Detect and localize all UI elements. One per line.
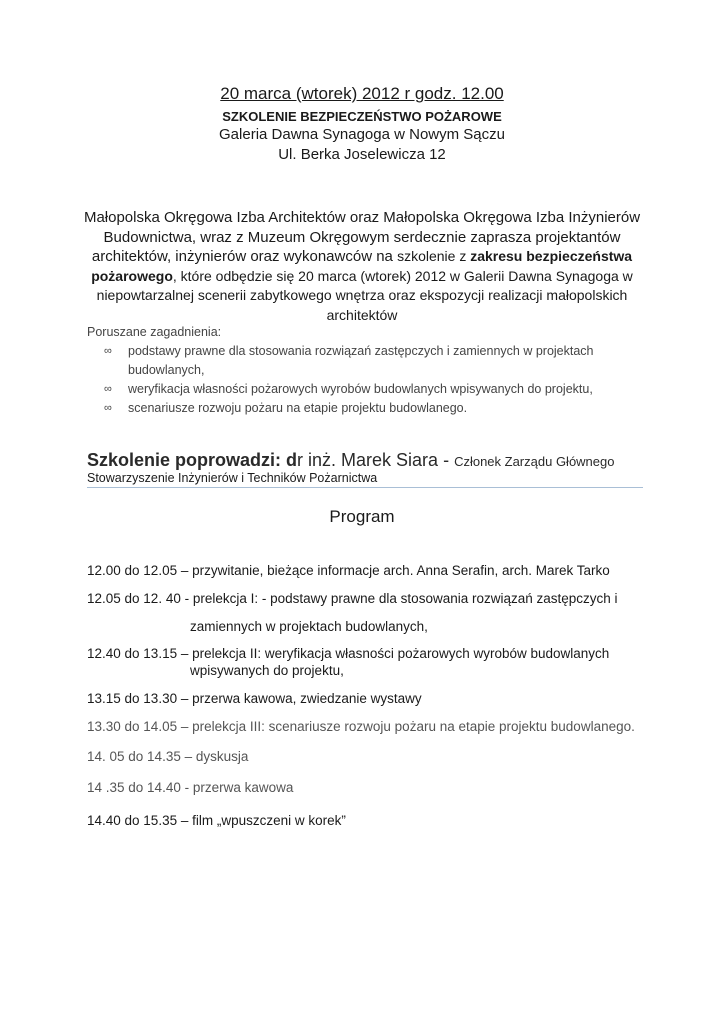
invitation-text: , które odbędzie się 20 marca (wtorek) 2012 w Galerii Dawna Synagoga w [172,267,633,284]
section-divider [87,487,643,488]
program-row-continuation: wpisywanych do projektu, [190,663,344,678]
list-item [104,399,624,418]
invitation-line [80,267,644,287]
invitation-emphasis: zakresu bezpieczeństwa [470,248,633,264]
event-date: 20 marca (wtorek) 2012 r godz. 12.00 [220,84,504,103]
event-title: SZKOLENIE BEZPIECZEŃSTWO POŻAROWE [222,109,502,124]
infinity-bullet-icon: ∞ [104,345,112,357]
invitation-line: niepowtarzalnej scenerii zabytkowego wnętrza oraz ekspozycji realizacji małopolskich [96,287,628,303]
topics-label: Poruszane zagadnienia: [87,325,222,339]
invitation-line: Budownictwa, wraz z Muzeum Okręgowym serdecznie zaprasza projektantów [103,228,621,246]
list-item-text: podstawy prawne dla stosowania rozwiązań zastępczych i zamiennych w projektach [128,344,594,358]
program-row-continuation: zamiennych w projektach budowlanych, [190,619,428,634]
list-item-text: weryfikacja własności pożarowych wyrobów budowlanych wpisywanych do projektu, [128,382,593,396]
trainer-name: r inż. Marek Siara [297,450,439,470]
event-venue: Galeria Dawna Synagoga w Nowym Sączu [219,126,505,143]
invitation-line: Małopolska Okręgowa Izba Architektów oraz Małopolska Okręgowa Izba Inżynierów [83,209,641,226]
invitation-line [80,247,644,267]
list-item-text: scenariusze rozwoju pożaru na etapie projektu budowlanego. [128,401,468,415]
invitation-line: architektów [326,306,398,323]
program-row: 14. 05 do 14.35 – dyskusja [87,749,249,764]
event-address: Ul. Berka Joselewicza 12 [278,146,446,163]
trainer-label: Szkolenie poprowadzi: d [87,450,298,470]
program-row: 13.30 do 14.05 – prelekcja III: scenariusze rozwoju pożaru na etapie projektu budowlanego. [87,719,635,734]
trainer-line [87,450,614,471]
list-item [104,380,624,399]
trainer-role: Członek Zarządu Głównego [454,454,615,469]
program-row: 12.05 do 12. 40 - prelekcja I: - podstawy prawne dla stosowania rozwiązań zastępczych i [87,591,618,606]
invitation-text: architektów, inżynierów oraz wykonawców na [91,248,398,265]
program-row: 14.40 do 15.35 – film „wpuszczeni w korek” [87,813,346,828]
invitation-emphasis: pożarowego [91,267,173,284]
trainer-dash: - [438,450,455,470]
list-item [104,342,624,380]
infinity-bullet-icon: ∞ [104,383,112,395]
invitation-text: szkolenie z [397,248,471,264]
topics-list [104,342,624,418]
program-row: 14 .35 do 14.40 - przerwa kawowa [87,780,294,795]
invitation-paragraph [80,208,644,325]
program-row: 12.40 do 13.15 – prelekcja II: weryfikacja własności pożarowych wyrobów budowlanych [87,646,610,661]
program-row: 12.00 do 12.05 – przywitanie, bieżące informacje arch. Anna Serafin, arch. Marek Tarko [87,563,610,578]
list-item-text: budowlanych, [128,363,205,377]
program-heading: Program [329,507,395,526]
infinity-bullet-icon: ∞ [104,402,112,414]
program-row: 13.15 do 13.30 – przerwa kawowa, zwiedzanie wystawy [87,691,422,706]
trainer-organization: Stowarzyszenie Inżynierów i Techników Pożarnictwa [87,471,378,485]
